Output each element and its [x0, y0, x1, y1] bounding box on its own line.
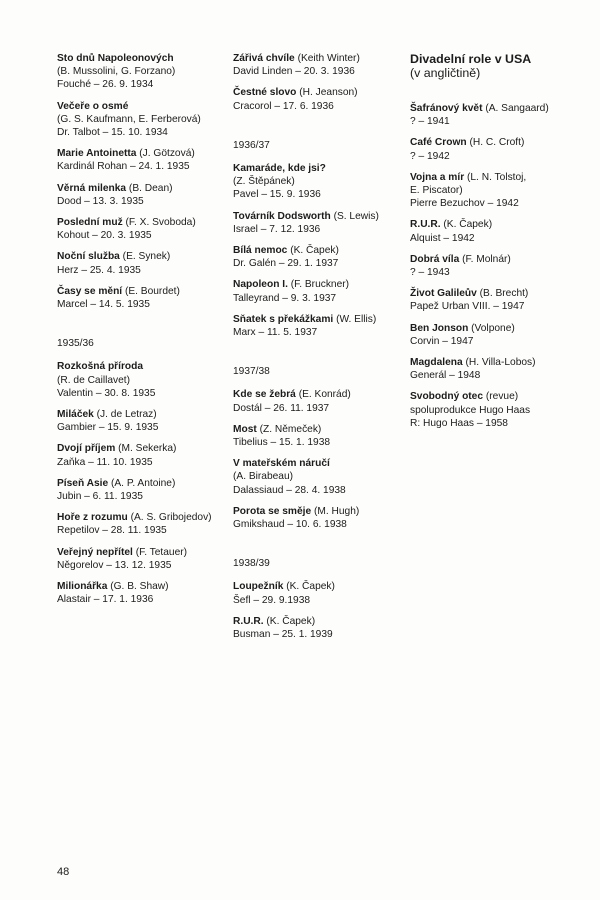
- entry-detail-line: (G. S. Kaufmann, E. Ferberová): [57, 113, 201, 125]
- role-entry: [57, 52, 217, 92]
- play-author: (F. Molnár): [459, 253, 511, 265]
- entry-title-line: [233, 457, 401, 470]
- play-title: Napoleon I.: [233, 279, 288, 291]
- play-author: (F. Tetauer): [132, 546, 188, 558]
- play-title: Vojna a mír: [410, 171, 465, 183]
- play-title: R.U.R.: [233, 615, 264, 627]
- entry-detail-line: David Linden – 20. 3. 1936: [233, 66, 355, 78]
- role-entry: [410, 322, 580, 348]
- section-heading: [410, 52, 580, 80]
- play-title: Šafránový květ: [410, 103, 483, 114]
- role-entry: [233, 278, 401, 304]
- season-heading: 1935/36: [57, 338, 94, 350]
- entry-detail-line: Corvin – 1947: [410, 335, 474, 347]
- entry-detail-line: Marcel – 14. 5. 1935: [57, 299, 150, 311]
- play-title: Most: [233, 423, 257, 435]
- entry-detail-line: Repetilov – 28. 11. 1935: [57, 525, 167, 537]
- role-entry: [233, 313, 401, 339]
- play-title: Milionářka: [57, 581, 108, 593]
- play-title: Magdalena: [410, 357, 463, 369]
- entry-detail-line: Gambier – 15. 9. 1935: [57, 422, 159, 434]
- role-entry: [410, 171, 580, 211]
- play-title: Zářivá chvíle: [233, 53, 295, 64]
- play-author: (Z. Němeček): [256, 423, 322, 435]
- entry-detail-line: E. Piscator): [410, 185, 463, 197]
- entry-detail-line: Herz – 25. 4. 1935: [57, 264, 141, 276]
- entry-detail-line: (A. Birabeau): [233, 471, 294, 483]
- play-author: (L. N. Tolstoj,: [464, 171, 527, 183]
- entry-title-line: [57, 285, 217, 298]
- entry-detail-line: Šefl – 29. 9.1938: [233, 594, 311, 606]
- entry-title-line: [233, 162, 401, 175]
- play-author: (M. Sekerka): [115, 443, 177, 455]
- entry-detail-line: Kardinál Rohan – 24. 1. 1935: [57, 161, 190, 173]
- entry-detail-line: (Z. Štěpánek): [233, 176, 295, 188]
- page-number: 48: [57, 866, 70, 878]
- entry-detail-line: ? – 1941: [410, 116, 450, 128]
- entry-detail-line: Valentin – 30. 8. 1935: [57, 387, 156, 399]
- play-title: Miláček: [57, 409, 94, 421]
- play-title: Hoře z rozumu: [57, 512, 128, 524]
- entry-title-line: [233, 388, 401, 401]
- play-author: (H. Jeanson): [296, 87, 358, 99]
- role-entry: [233, 423, 401, 449]
- entry-title-line: [57, 546, 217, 559]
- play-author: (A. P. Antoine): [108, 477, 176, 489]
- play-title: Večeře o osmé: [57, 100, 129, 112]
- entry-title-line: [410, 356, 580, 369]
- entry-title-line: [410, 390, 580, 403]
- entry-detail-line: ? – 1943: [410, 267, 450, 279]
- entry-detail-line: Alquist – 1942: [410, 232, 475, 244]
- play-title: Veřejný nepřítel: [57, 546, 133, 558]
- entry-title-line: [410, 102, 580, 115]
- column-right: [410, 52, 580, 438]
- role-entry: [233, 580, 401, 606]
- entry-detail-line: Něgorelov – 13. 12. 1935: [57, 559, 172, 571]
- play-title: V mateřském náručí: [233, 458, 330, 470]
- play-title: Kde se žebrá: [233, 389, 296, 401]
- play-title: Marie Antoinetta: [57, 148, 137, 160]
- entry-detail-line: Generál – 1948: [410, 370, 481, 382]
- play-author: (J. de Letraz): [93, 409, 157, 421]
- season-heading: 1937/38: [233, 366, 270, 378]
- entry-detail-line: Dr. Galén – 29. 1. 1937: [233, 258, 339, 270]
- role-entry: [410, 390, 580, 430]
- entry-detail-line: Marx – 11. 5. 1937: [233, 327, 318, 339]
- play-title: Rozkošná příroda: [57, 361, 144, 373]
- role-entry: [233, 210, 401, 236]
- entry-title-line: [57, 477, 217, 490]
- entry-title-line: [233, 313, 401, 326]
- play-title: Sto dnů Napoleonových: [57, 53, 174, 64]
- entry-detail-line: Papež Urban VIII. – 1947: [410, 301, 525, 313]
- play-author: (K. Čapek): [440, 219, 493, 231]
- entry-detail-line: Kohout – 20. 3. 1935: [57, 230, 152, 242]
- play-author: (K. Čapek): [263, 615, 316, 627]
- entry-detail-line: (B. Mussolini, G. Forzano): [57, 66, 176, 78]
- play-title: Sňatek s překážkami: [233, 313, 334, 325]
- play-title: Noční služba: [57, 251, 120, 263]
- role-entry: [410, 356, 580, 382]
- play-author: (A. Sangaard): [482, 103, 549, 114]
- role-entry: [57, 408, 217, 434]
- entry-title-line: [233, 244, 401, 257]
- entry-title-line: [57, 442, 217, 455]
- season-heading: 1938/39: [233, 558, 270, 570]
- play-author: (F. Bruckner): [287, 279, 350, 291]
- entry-detail-line: Cracorol – 17. 6. 1936: [233, 100, 334, 112]
- entry-title-line: [233, 86, 401, 99]
- entry-title-line: [410, 322, 580, 335]
- entry-detail-line: Talleyrand – 9. 3. 1937: [233, 292, 337, 304]
- role-entry: [410, 287, 580, 313]
- role-entry: [233, 505, 401, 531]
- play-author: (B. Brecht): [476, 288, 529, 300]
- play-title: R.U.R.: [410, 219, 441, 231]
- play-title: Porota se směje: [233, 505, 312, 517]
- play-author: (B. Dean): [126, 182, 173, 194]
- entry-title-line: [57, 580, 217, 593]
- entry-detail-line: ? – 1942: [410, 150, 450, 162]
- season-heading: 1936/37: [233, 139, 270, 151]
- role-entry: [57, 182, 217, 208]
- role-entry: [410, 253, 580, 279]
- role-entry: [233, 52, 401, 78]
- entry-detail-line: Dostál – 26. 11. 1937: [233, 402, 330, 414]
- role-entry: [57, 442, 217, 468]
- role-entry: [57, 580, 217, 606]
- entry-title-line: [57, 147, 217, 160]
- play-title: Dvojí příjem: [57, 443, 116, 455]
- play-author: (H. C. Croft): [466, 137, 525, 149]
- entry-title-line: [57, 216, 217, 229]
- entry-title-line: [410, 253, 580, 266]
- play-author: (E. Bourdet): [122, 285, 180, 297]
- entry-detail-line: Tibelius – 15. 1. 1938: [233, 437, 331, 449]
- entry-title-line: [57, 182, 217, 195]
- entry-title-line: [410, 136, 580, 149]
- play-author: (K. Čapek): [283, 581, 335, 593]
- entry-title-line: [233, 615, 401, 628]
- play-title: Čestné slovo: [233, 87, 297, 99]
- role-entry: [57, 285, 217, 311]
- play-title: Časy se mění: [57, 285, 123, 297]
- play-author: (K. Čapek): [287, 245, 339, 257]
- entry-detail-line: Zaňka – 11. 10. 1935: [57, 456, 153, 468]
- play-title: Svobodný otec: [410, 391, 484, 403]
- entry-title-line: [233, 505, 401, 518]
- entry-detail-line: Dood – 13. 3. 1935: [57, 195, 144, 207]
- entry-title-line: [57, 360, 217, 373]
- play-title: Poslední muž: [57, 217, 123, 229]
- play-author: (S. Lewis): [330, 210, 379, 222]
- role-entry: [410, 102, 580, 128]
- role-entry: [57, 250, 217, 276]
- play-title: Továrník Dodsworth: [233, 210, 331, 222]
- entry-detail-line: Busman – 25. 1. 1939: [233, 629, 333, 641]
- play-title: Věrná milenka: [57, 182, 127, 194]
- role-entry: [57, 216, 217, 242]
- role-entry: [57, 360, 217, 400]
- role-entry: [57, 511, 217, 537]
- play-title: Loupežník: [233, 581, 284, 593]
- entry-title-line: [233, 52, 401, 65]
- entry-title-line: [410, 171, 580, 184]
- play-title: Život Galileův: [410, 288, 477, 300]
- role-entry: [57, 100, 217, 140]
- play-title: Café Crown: [410, 137, 467, 149]
- role-entry: [410, 136, 580, 162]
- play-author: (M. Hugh): [311, 505, 360, 517]
- entry-title-line: [233, 278, 401, 291]
- entry-detail-line: Fouché – 26. 9. 1934: [57, 79, 154, 91]
- entry-detail-line: Jubin – 6. 11. 1935: [57, 491, 143, 503]
- entry-detail-line: Dalassiaud – 28. 4. 1938: [233, 484, 346, 496]
- play-author: (revue): [483, 391, 519, 403]
- play-author: (Volpone): [468, 322, 515, 334]
- entry-title-line: [57, 511, 217, 524]
- play-author: (Keith Winter): [294, 53, 360, 64]
- entry-detail-line: Israel – 7. 12. 1936: [233, 223, 321, 235]
- play-author: (W. Ellis): [333, 313, 377, 325]
- role-entry: [233, 457, 401, 497]
- entry-detail-line: Gmikshaud – 10. 6. 1938: [233, 519, 347, 531]
- role-entry: [233, 388, 401, 414]
- role-entry: [57, 477, 217, 503]
- column-middle: [233, 52, 401, 649]
- play-title: Píseň Asie: [57, 477, 109, 489]
- entry-title-line: [57, 100, 217, 113]
- entry-title-line: [233, 210, 401, 223]
- entry-title-line: [57, 408, 217, 421]
- play-author: (H. Villa-Lobos): [462, 357, 536, 369]
- entry-detail-line: Alastair – 17. 1. 1936: [57, 594, 154, 606]
- play-author: (E. Konrád): [295, 389, 351, 401]
- role-entry: [233, 162, 401, 202]
- entry-title-line: [57, 52, 217, 65]
- play-author: (E. Synek): [119, 251, 171, 263]
- entry-title-line: [233, 580, 401, 593]
- entry-detail-line: spoluprodukce Hugo Haas: [410, 404, 531, 416]
- entry-detail-line: Dr. Talbot – 15. 10. 1934: [57, 127, 168, 139]
- play-author: (F. X. Svoboda): [122, 217, 196, 229]
- play-author: (J. Götzová): [136, 148, 195, 160]
- role-entry: [233, 244, 401, 270]
- role-entry: [410, 218, 580, 244]
- play-title: Dobrá víla: [410, 253, 460, 265]
- role-entry: [233, 86, 401, 112]
- entry-title-line: [57, 250, 217, 263]
- role-entry: [57, 147, 217, 173]
- role-entry: [57, 546, 217, 572]
- entry-detail-line: Pavel – 15. 9. 1936: [233, 189, 321, 201]
- entry-title-line: [410, 218, 580, 231]
- play-title: Bílá nemoc: [233, 245, 288, 257]
- play-author: (A. S. Gribojedov): [127, 512, 212, 524]
- play-title: Ben Jonson: [410, 322, 469, 334]
- entry-detail-line: R: Hugo Haas – 1958: [410, 417, 508, 429]
- section-subtitle: (v angličtině): [410, 66, 481, 80]
- play-author: (G. B. Shaw): [107, 581, 169, 593]
- entry-title-line: [233, 423, 401, 436]
- role-entry: [233, 615, 401, 641]
- play-title: Kamaráde, kde jsi?: [233, 163, 326, 175]
- entry-detail-line: (R. de Caillavet): [57, 374, 131, 386]
- entry-detail-line: Pierre Bezuchov – 1942: [410, 198, 519, 210]
- entry-title-line: [410, 287, 580, 300]
- column-left: [57, 52, 217, 615]
- section-title: Divadelní role v USA: [410, 52, 532, 66]
